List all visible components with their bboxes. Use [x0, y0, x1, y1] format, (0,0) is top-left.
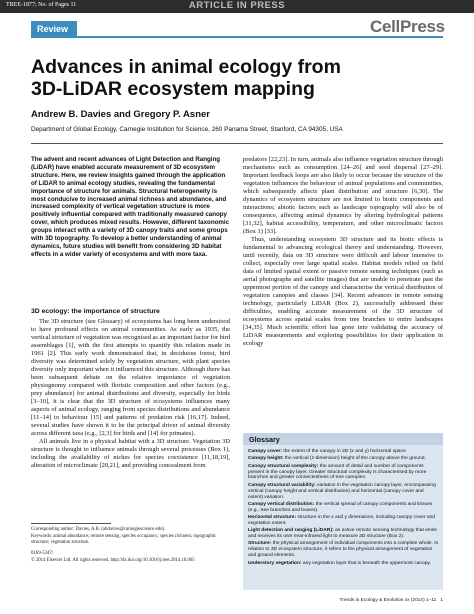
- glossary-term: Canopy vertical distribution:: [248, 501, 315, 507]
- paragraph: Thus, understanding ecosystem 3D structure and its biotic effects is fundamental to advancing ecological theory and understanding. However, until recently, data on 3D structure were difficult and labour intensive to collect, especially over large spatial scales. Habitat models relied on field data of limited spatial extent or passive remote sensing techniques (such as aerial photographs and satellite images) that are unable to penetrate past the uppermost portion of the canopy and characterise the vertical distribution of vegetation canopies and classes [34]. Recent advances in remote sensing technology, particularly LiDAR (Box 2), successfully addressed these difficulties, enabling accurate measurement of the 3D structure of ecosystems across spatial scales from tree branches to entire landscapes [34,35]. Much scientific effort has gone into validating the accuracy of LiDAR measurements and exploring possibilities for their application in ecology: [243, 236, 443, 347]
- glossary-entry: [248, 483, 439, 501]
- keywords: Keywords: animal abundance; remote sensing; species occupancy; species richness; topographic structure; vegetation structure.: [31, 534, 217, 545]
- glossary-entry: [248, 515, 439, 527]
- paragraph: All animals live in a physical habitat with a 3D structure. Vegetation 3D structure is thought to influence animals through several processes (Box 1), including the availability of niches for species coexistence [11,18,19], alteration of microclimate [20,21], and providing concealment from: [31, 438, 230, 469]
- issn: 0169-5347/: [31, 551, 54, 556]
- article-title: [31, 56, 451, 100]
- copyright-doi[interactable]: © 2014 Elsevier Ltd. All rights reserved. http://dx.doi.org/10.1016/j.tree.2014.10.005: [31, 558, 195, 563]
- paragraph: predators [22,23]. In turn, animals also influence vegetation structure through mechanisms such as consumption [24–26] and seed dispersal [27–29]. Important feedback loops are also likely to occur because the structure of the vegetation influences the behaviour of animal populations and communities, which subsequently affects plant distribution and structure [6,30]. The dynamics of ecosystem structure are not limited to biotic components and interactions; abiotic factors such as landscape topography will also be of consequence, affecting animal dynamics by altering hydrological patterns [31,32], habitat accessibility, temperature, and other microclimatic factors (Box 1) [33].: [243, 156, 443, 235]
- corresponding-author: Corresponding author: Davies, A.B. (abdavies@carnegiescience.edu).: [31, 527, 166, 532]
- section-heading: 3D ecology: the importance of structure: [31, 308, 160, 315]
- glossary-entry: [248, 456, 439, 462]
- glossary-term: Horizontal structure:: [248, 515, 297, 521]
- glossary-term: Understory vegetation:: [248, 560, 302, 566]
- body-right: [243, 156, 443, 348]
- glossary-definition: an active remote sensing technology that emits and receives its own near-infrared light to measure 3D structure (Box 2).: [248, 528, 437, 540]
- affiliation: Department of Global Ecology, Carnegie Institution for Science, 260 Panama Street, Stanford, CA 94305, USA: [31, 126, 343, 133]
- glossary-definition: structure in the x and y dimensions, including canopy cover and vegetation extent.: [248, 515, 436, 526]
- glossary-entry: [248, 449, 439, 455]
- glossary-term: Canopy structural complexity:: [248, 463, 319, 469]
- article-in-press-watermark: ARTICLE IN PRESS: [188, 0, 286, 11]
- glossary-term: Structure:: [248, 541, 272, 547]
- glossary-entry: [248, 541, 439, 559]
- title-line-1: Advances in animal ecology from: [31, 56, 341, 78]
- footnote-rule: [31, 523, 111, 524]
- footer-citation: Trends in Ecology & Evolution xx (2014) 1–11: [339, 598, 437, 603]
- publisher-logo: CellPress: [370, 17, 445, 36]
- section-tag: Review: [31, 21, 77, 37]
- footer: [300, 598, 443, 603]
- glossary-definition: the vertical (z-dimension) height of the canopy above the ground.: [284, 456, 426, 462]
- glossary-list: [248, 449, 439, 568]
- journal-reference: TREE-1877; No. of Pages 11: [6, 2, 77, 8]
- glossary-entry: [248, 561, 439, 567]
- glossary-definition: the amount of detail and number of components present in the canopy layer. Greater structural complexity is characterised by more branches and greater connectedness of tree canopies.: [248, 463, 427, 481]
- glossary-definition: the physical arrangement of individual components into a complete whole. In relation to 3D ecosystem structure, it refers to the physical arrangement of vegetation and ground elements.: [248, 541, 439, 559]
- paragraph: The 3D structure (see Glossary) of ecosystems has long been understood to have profound effects on animal communities. As early as 1935, the vertical structure of vegetation was recognised as an important factor for bird assemblages [1], with the first attempts to quantify this relation made in 1961 [2]. This early work demonstrated that, in deciduous forest, bird diversity was determined solely by vegetation structure, with plant species diversity only important when it influenced this structure. Although there has been subsequent debate on the relative importance of vegetation physiognomy compared with floristic composition and other factors (e.g., prey abundance) for animal distributions and diversity, especially for birds [3–10], it is clear that the 3D structure of ecosystems influences many aspects of animal ecology, ranging from species distributions and abundance [11–14] to behaviour [15] and patterns of predation risk [16,17]. Indeed, several studies have shown it to be the principal driver of animal diversity across different taxa (e.g., [2,3] for birds and [14] for primates).: [31, 318, 230, 437]
- page-number: 1: [440, 598, 443, 603]
- glossary-definition: variation in the vegetation canopy layer, encompassing vertical (canopy height and vertical distribution) and horizontal (canopy cover and extent) variation.: [248, 482, 436, 500]
- glossary-definition: the extent of the canopy in 2D (x and y) horizontal space.: [283, 449, 408, 454]
- glossary-term: Light detection and ranging (LiDAR):: [248, 528, 334, 534]
- glossary-definition: any vegetation layer that is beneath the uppermost canopy.: [302, 560, 431, 566]
- authors: Andrew B. Davies and Gregory P. Asner: [31, 109, 210, 120]
- glossary-term: Canopy height:: [248, 456, 284, 462]
- title-line-2: 3D-LiDAR ecosystem mapping: [31, 78, 315, 100]
- glossary-title: Glossary: [249, 435, 280, 444]
- glossary-term: Canopy structural variability:: [248, 482, 316, 488]
- abstract: The advent and recent advances of Light Detection and Ranging (LiDAR) have enabled accurate measurement of 3D ecosystem structure. Here, we review insights gained through the application of LiDAR to animal ecology studies, revealing the fundamental importance of structure for animals. Structural heterogeneity is most conducive to increased animal richness and abundance, and increased complexity of vertical vegetation structure is more positively influential compared with traditionally measured canopy cover, which produces mixed results. However, different taxonomic groups interact with a variety of 3D canopy traits and some groups with 3D topography. To develop a better understanding of animal dynamics, future studies will benefit from considering 3D habitat effects in a wider variety of ecosystems and with more taxa.: [31, 156, 230, 258]
- glossary-term: Canopy cover:: [248, 449, 282, 454]
- glossary-entry: [248, 502, 439, 514]
- glossary-entry: [248, 528, 439, 540]
- body-left: [31, 318, 230, 470]
- glossary-entry: [248, 464, 439, 482]
- glossary-definition: the vertical spread of canopy components and tissues (e.g., tree branches and leaves).: [248, 501, 433, 513]
- header-divider: [31, 143, 443, 144]
